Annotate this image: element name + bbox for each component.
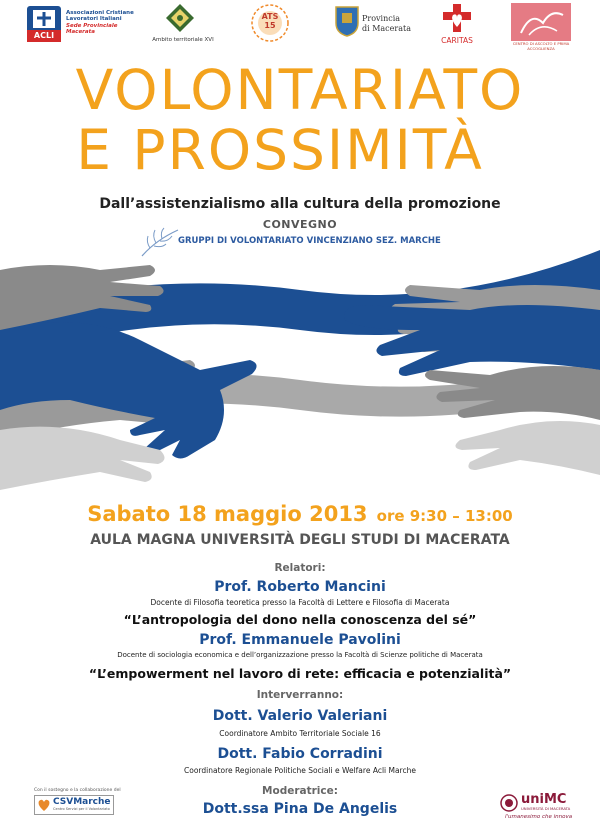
guest-1-name: Dott. Valerio Valeriani: [212, 708, 388, 724]
speaker-2-desc: Docente di sociologia economica e dell’organizzazione presso la Facoltà di Scienze politiche di Macerata: [117, 651, 483, 659]
csv-heart-icon: [37, 798, 51, 812]
convegno-label: CONVEGNO: [262, 218, 338, 231]
unimc-motto: l'umanesimo che innova: [505, 814, 573, 820]
event-date: Sabato 18 maggio 2013: [87, 502, 368, 526]
provincia-text: [362, 14, 411, 33]
csv-note: Con il sostegno e la collaborazione del: [34, 788, 121, 793]
ats-logo: [250, 3, 290, 43]
provincia-logo: [334, 5, 360, 37]
ambito-text: Ambito territoriale XVI: [152, 37, 214, 43]
title-line-1: VOLONTARIATO: [75, 58, 525, 122]
ats-line-2: 15: [264, 20, 276, 30]
centro-text: CENTRO DI ASCOLTO E PRIMA ACCOGLIENZA: [512, 41, 570, 51]
guest-2-name: Dott. Fabio Corradini: [217, 746, 383, 762]
ambito-logo: [165, 3, 195, 33]
event-date-line: [0, 502, 600, 526]
moderatrice-label: Moderatrice:: [262, 785, 338, 797]
unimc-sub: UNIVERSITÀ DI MACERATA: [521, 806, 571, 811]
caritas-text: CARITAS: [441, 36, 473, 45]
ambito-diamond-icon: [165, 3, 195, 33]
event-venue: AULA MAGNA UNIVERSITÀ DEGLI STUDI DI MACERATA: [90, 532, 510, 548]
caritas-logo: [440, 3, 474, 33]
ats-line-1: ATS: [261, 12, 279, 21]
centro-logo: [511, 3, 571, 41]
interverranno-label: Interverranno:: [256, 689, 344, 701]
gruppi-label: GRUPPI DI VOLONTARIATO VINCENZIANO SEZ. MARCHE: [178, 236, 441, 246]
acli-line-3: Sede Provinciale Macerata: [66, 22, 118, 35]
acli-logo: [27, 6, 61, 42]
speaker-1-desc: Docente di Filosofia teoretica presso la Facoltà di Lettere e Filosofia di Macerata: [150, 598, 450, 607]
title-line-2: E PROSSIMITÀ: [76, 118, 484, 182]
ats-text: [250, 13, 290, 31]
unimc-text: uniMC: [521, 792, 567, 807]
provincia-shield-icon: [334, 5, 360, 37]
speaker-2-talk: “L’empowerment nel lavoro di rete: efficacia e potenzialità”: [88, 666, 512, 681]
guest-2-desc: Coordinatore Regionale Politiche Sociali e Welfare Acli Marche: [184, 766, 416, 775]
acli-line-2: Lavoratori Italiani: [66, 16, 122, 23]
csv-text: CSVMarche: [53, 797, 111, 807]
event-time: ore 9:30 – 13:00: [376, 507, 513, 525]
speaker-1-talk: “L’antropologia del dono nella conoscenza del sé”: [123, 612, 477, 627]
acli-badge: ACLI: [33, 31, 55, 40]
logo-strip: [0, 0, 600, 58]
unimc-seal-icon: [500, 794, 518, 812]
hands-illustration: [0, 250, 600, 495]
centro-hands-icon: [511, 3, 571, 41]
acli-line-1: Associazioni Cristiane: [66, 10, 134, 16]
caritas-cross-icon: [440, 3, 474, 33]
csv-sub: Centro Servizi per il Volontariato: [53, 807, 110, 811]
subtitle: Dall’assistenzialismo alla cultura della promozione: [99, 196, 501, 212]
right-hands: [344, 285, 600, 475]
unimc-seal: [500, 794, 518, 812]
guest-1-desc: Coordinatore Ambito Territoriale Sociale 16: [219, 729, 381, 738]
relatori-label: Relatori:: [274, 562, 326, 574]
acli-text: [66, 10, 136, 35]
provincia-line-2: di Macerata: [362, 23, 411, 33]
speaker-2-name: Prof. Emmanuele Pavolini: [199, 632, 401, 648]
provincia-line-1: Provincia: [362, 14, 401, 23]
speaker-1-name: Prof. Roberto Mancini: [214, 579, 386, 595]
csv-logo: [34, 795, 114, 815]
moderator-name: Dott.ssa Pina De Angelis: [202, 801, 398, 817]
